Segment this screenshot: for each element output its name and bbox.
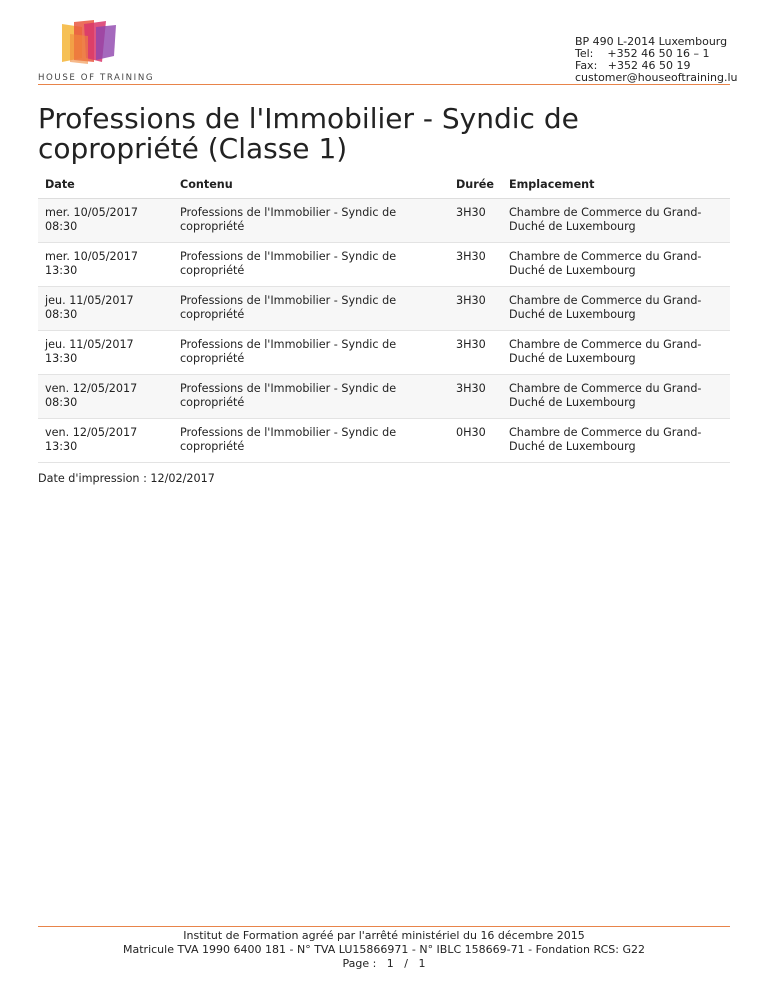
cell-duree: 3H30 [449, 199, 502, 243]
contact-email: customer@houseoftraining.lu [575, 71, 738, 84]
cell-emplacement: Chambre de Commerce du Grand-Duché de Luxembourg [502, 331, 730, 375]
cell-duree: 0H30 [449, 419, 502, 463]
cell-emplacement: Chambre de Commerce du Grand-Duché de Luxembourg [502, 287, 730, 331]
footer-divider [38, 926, 730, 927]
footer-registration: Matricule TVA 1990 6400 181 - N° TVA LU15866971 - N° IBLC 158669-71 - Fondation RCS: G22 [123, 943, 645, 956]
cell-emplacement: Chambre de Commerce du Grand-Duché de Luxembourg [502, 199, 730, 243]
print-date: Date d'impression : 12/02/2017 [38, 472, 215, 485]
table-row [38, 243, 730, 287]
contact-address: BP 490 L-2014 Luxembourg [575, 35, 728, 48]
schedule-table [38, 172, 730, 463]
cell-date: mer. 10/05/2017 08:30 [38, 199, 173, 243]
cell-emplacement: Chambre de Commerce du Grand-Duché de Luxembourg [502, 243, 730, 287]
table-row [38, 331, 730, 375]
cell-contenu: Professions de l'Immobilier - Syndic de copropriété [173, 243, 449, 287]
page-title: Professions de l'Immobilier - Syndic de copropriété (Classe 1) [38, 102, 579, 165]
cell-emplacement: Chambre de Commerce du Grand-Duché de Luxembourg [502, 375, 730, 419]
cell-contenu: Professions de l'Immobilier - Syndic de copropriété [173, 419, 449, 463]
contact-tel: Tel: +352 46 50 16 – 1 [575, 47, 710, 60]
footer [0, 929, 768, 971]
cell-duree: 3H30 [449, 243, 502, 287]
cell-duree: 3H30 [449, 287, 502, 331]
cell-contenu: Professions de l'Immobilier - Syndic de copropriété [173, 375, 449, 419]
column-header-contenu: Contenu [173, 172, 449, 199]
cell-contenu: Professions de l'Immobilier - Syndic de copropriété [173, 199, 449, 243]
cell-date: jeu. 11/05/2017 08:30 [38, 287, 173, 331]
cell-duree: 3H30 [449, 331, 502, 375]
cell-emplacement: Chambre de Commerce du Grand-Duché de Luxembourg [502, 419, 730, 463]
table-row [38, 287, 730, 331]
contact-block [575, 36, 738, 84]
column-header-date: Date [38, 172, 173, 199]
column-header-duree: Durée [449, 172, 502, 199]
logo-text: HOUSE OF TRAINING [38, 73, 155, 83]
cell-duree: 3H30 [449, 375, 502, 419]
footer-accreditation: Institut de Formation agréé par l'arrêté ministériel du 16 décembre 2015 [183, 929, 585, 942]
cell-date: jeu. 11/05/2017 13:30 [38, 331, 173, 375]
page-number: Page : 1 / 1 [342, 957, 426, 970]
table-row [38, 375, 730, 419]
cell-date: mer. 10/05/2017 13:30 [38, 243, 173, 287]
cell-date: ven. 12/05/2017 08:30 [38, 375, 173, 419]
contact-fax: Fax: +352 46 50 19 [575, 59, 691, 72]
header-divider [38, 84, 730, 85]
table-header-row [38, 172, 730, 199]
table-row [38, 419, 730, 463]
column-header-emplacement: Emplacement [502, 172, 730, 199]
cell-date: ven. 12/05/2017 13:30 [38, 419, 173, 463]
cell-contenu: Professions de l'Immobilier - Syndic de copropriété [173, 287, 449, 331]
table-row [38, 199, 730, 243]
cell-contenu: Professions de l'Immobilier - Syndic de copropriété [173, 331, 449, 375]
